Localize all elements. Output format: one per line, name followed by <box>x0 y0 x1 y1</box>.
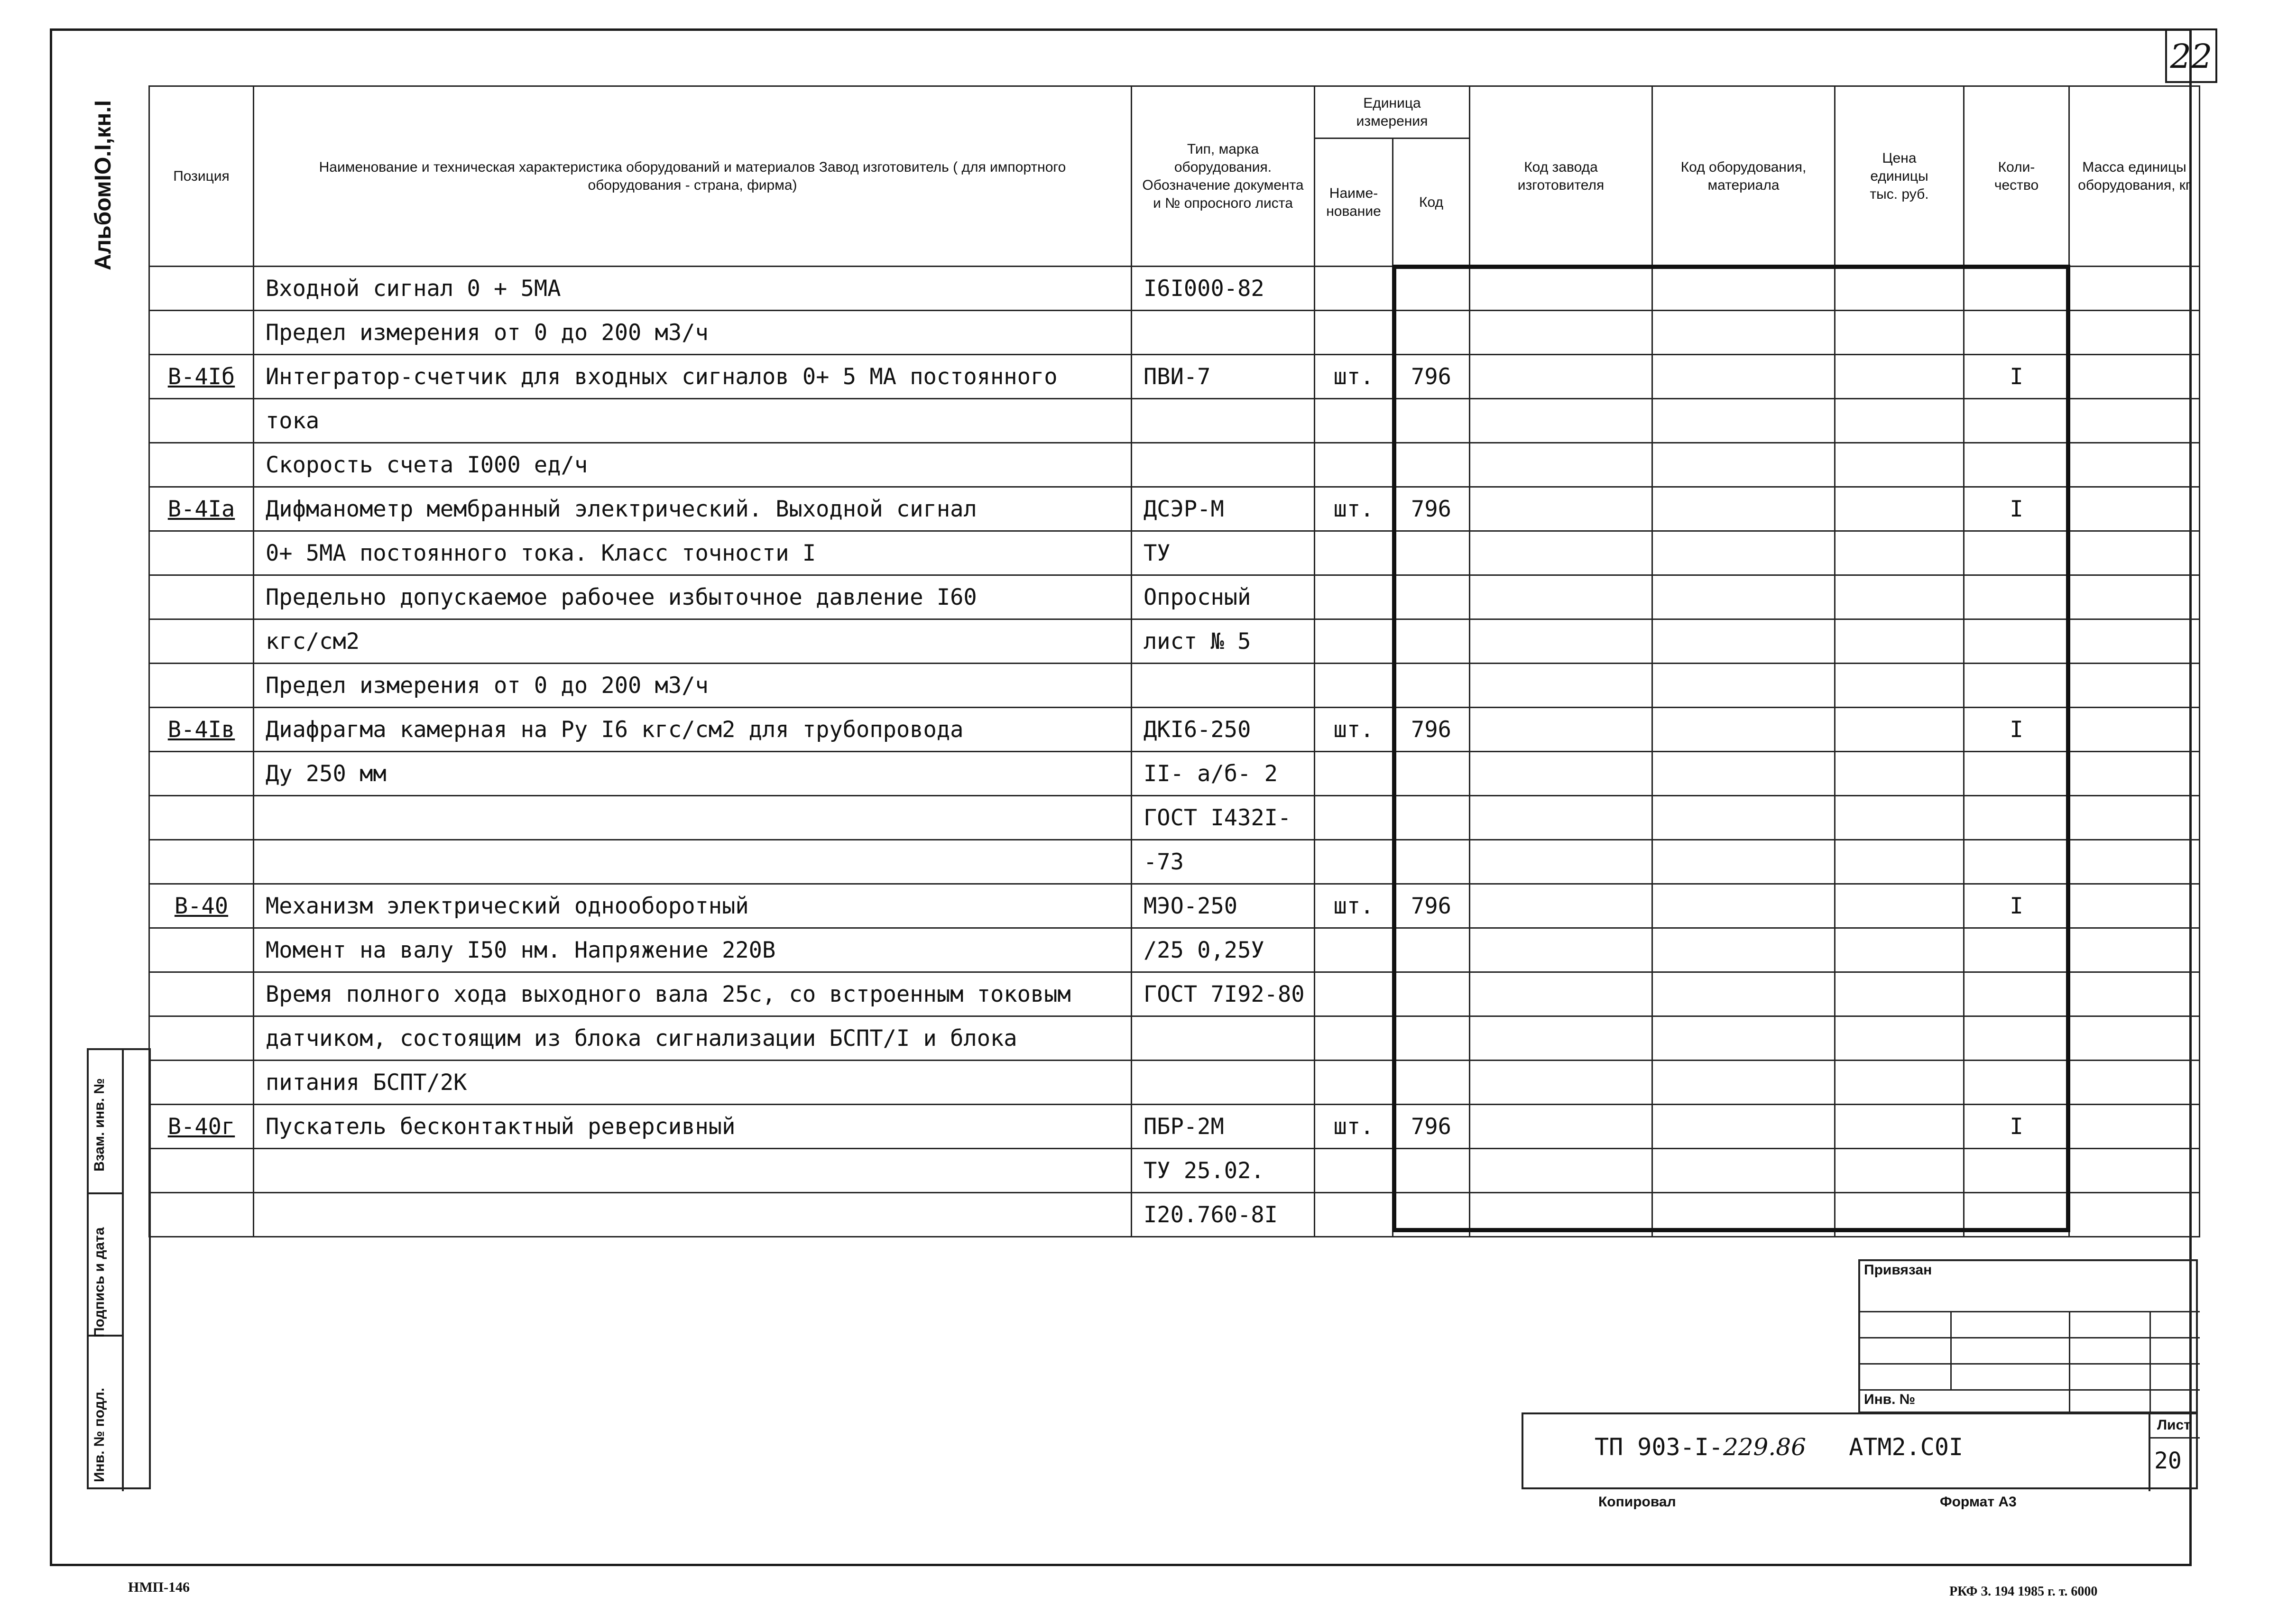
row-name: Пускатель бесконтактный реверсивный <box>254 1105 1132 1149</box>
row-name: Момент на валу I50 нм. Напряжение 220В <box>254 928 1132 972</box>
row-factory-code <box>1470 487 1652 531</box>
row-unit <box>1315 575 1393 619</box>
row-factory-code <box>1470 1105 1652 1149</box>
row-factory-code <box>1470 884 1652 928</box>
row-price <box>1835 884 1964 928</box>
row-factory-code <box>1470 972 1652 1016</box>
row-factory-code <box>1470 928 1652 972</box>
row-name: 0+ 5МА постоянного тока. Класс точности I <box>254 531 1132 575</box>
row-qty <box>1964 311 2069 355</box>
row-qty <box>1964 1016 2069 1061</box>
row-equipment-code <box>1652 1105 1835 1149</box>
row-position <box>149 575 254 619</box>
row-equipment-code <box>1652 796 1835 840</box>
row-equipment-code <box>1652 443 1835 487</box>
row-name: Дифманометр мембранный электрический. Выходной сигнал <box>254 487 1132 531</box>
row-mass <box>2069 1016 2200 1061</box>
row-equipment-code <box>1652 399 1835 443</box>
row-code: 796 <box>1393 708 1470 752</box>
row-type: лист № 5 <box>1132 619 1315 664</box>
kopiroval-label: Копировал <box>1598 1494 1676 1510</box>
table-row <box>149 840 2200 884</box>
row-position <box>149 840 254 884</box>
row-code <box>1393 1016 1470 1061</box>
row-factory-code <box>1470 1193 1652 1237</box>
row-price <box>1835 311 1964 355</box>
table-row <box>149 355 2200 399</box>
table-row <box>149 311 2200 355</box>
row-equipment-code <box>1652 664 1835 708</box>
row-qty <box>1964 1061 2069 1105</box>
row-code <box>1393 664 1470 708</box>
row-price <box>1835 1016 1964 1061</box>
row-mass <box>2069 1061 2200 1105</box>
row-factory-code <box>1470 443 1652 487</box>
row-position <box>149 796 254 840</box>
row-factory-code <box>1470 575 1652 619</box>
row-price <box>1835 1061 1964 1105</box>
row-code <box>1393 619 1470 664</box>
table-row <box>149 487 2200 531</box>
row-equipment-code <box>1652 1193 1835 1237</box>
row-name <box>254 1193 1132 1237</box>
table-row <box>149 267 2200 311</box>
row-factory-code <box>1470 840 1652 884</box>
row-price <box>1835 708 1964 752</box>
row-equipment-code <box>1652 928 1835 972</box>
row-position <box>149 1016 254 1061</box>
row-name: Предел измерения от 0 до 200 м3/ч <box>254 311 1132 355</box>
row-qty: I <box>1964 487 2069 531</box>
col-name: Наименование и техническая характеристика оборудований и материалов Завод изготовитель ( для импортного оборудования - страна, фирма) <box>254 86 1132 267</box>
row-unit: шт. <box>1315 884 1393 928</box>
col-unit-code: Код <box>1393 138 1470 267</box>
row-position <box>149 443 254 487</box>
row-price <box>1835 664 1964 708</box>
title-block <box>1522 1412 2198 1489</box>
row-mass <box>2069 1149 2200 1193</box>
row-type: II- а/б- 2 <box>1132 752 1315 796</box>
row-unit <box>1315 267 1393 311</box>
row-name: тока <box>254 399 1132 443</box>
row-type: I20.760-8I <box>1132 1193 1315 1237</box>
table-row <box>149 796 2200 840</box>
privyazan-block <box>1858 1259 2198 1413</box>
row-price <box>1835 752 1964 796</box>
row-name: Интегратор-счетчик для входных сигналов 0+ 5 МА постоянного <box>254 355 1132 399</box>
row-equipment-code <box>1652 884 1835 928</box>
row-name: Диафрагма камерная на Ру I6 кгс/см2 для трубопровода <box>254 708 1132 752</box>
album-label: АльбомIO.I,кн.I <box>91 100 116 270</box>
row-factory-code <box>1470 1061 1652 1105</box>
row-unit <box>1315 928 1393 972</box>
row-qty <box>1964 443 2069 487</box>
row-equipment-code <box>1652 267 1835 311</box>
row-factory-code <box>1470 619 1652 664</box>
row-position <box>149 664 254 708</box>
row-unit <box>1315 796 1393 840</box>
row-code <box>1393 575 1470 619</box>
row-mass <box>2069 311 2200 355</box>
row-price <box>1835 1105 1964 1149</box>
row-type: ГОСТ 7I92-80 <box>1132 972 1315 1016</box>
specification-table <box>148 85 2200 1237</box>
row-unit <box>1315 399 1393 443</box>
row-name <box>254 1149 1132 1193</box>
row-mass <box>2069 796 2200 840</box>
row-qty <box>1964 752 2069 796</box>
table-row <box>149 928 2200 972</box>
row-unit <box>1315 1061 1393 1105</box>
col-unit-name: Наиме-нование <box>1315 138 1393 267</box>
row-mass <box>2069 884 2200 928</box>
row-equipment-code <box>1652 487 1835 531</box>
table-row <box>149 399 2200 443</box>
row-code <box>1393 840 1470 884</box>
col-position: Позиция <box>149 86 254 267</box>
row-mass <box>2069 708 2200 752</box>
row-qty <box>1964 928 2069 972</box>
row-code <box>1393 796 1470 840</box>
row-equipment-code <box>1652 708 1835 752</box>
row-code: 796 <box>1393 1105 1470 1149</box>
row-qty <box>1964 840 2069 884</box>
row-position <box>149 311 254 355</box>
row-type <box>1132 1061 1315 1105</box>
row-equipment-code <box>1652 531 1835 575</box>
row-unit <box>1315 664 1393 708</box>
row-factory-code <box>1470 399 1652 443</box>
col-price: Цена единицы тыс. руб. <box>1835 86 1964 267</box>
row-name: питания БСПТ/2К <box>254 1061 1132 1105</box>
row-code: 796 <box>1393 884 1470 928</box>
row-factory-code <box>1470 1149 1652 1193</box>
col-mass: Масса единицы оборудования, кг <box>2069 86 2200 267</box>
row-factory-code <box>1470 1016 1652 1061</box>
row-position <box>149 619 254 664</box>
row-equipment-code <box>1652 972 1835 1016</box>
row-unit <box>1315 840 1393 884</box>
row-qty <box>1964 1193 2069 1237</box>
sheet-number: 20 <box>2154 1448 2182 1474</box>
table-row <box>149 708 2200 752</box>
row-mass <box>2069 267 2200 311</box>
row-equipment-code <box>1652 840 1835 884</box>
row-mass <box>2069 487 2200 531</box>
row-name: Время полного хода выходного вала 25с, со встроенным токовым <box>254 972 1132 1016</box>
row-name: Скорость счета I000 ед/ч <box>254 443 1132 487</box>
table-row <box>149 1016 2200 1061</box>
row-position: В-40 <box>149 884 254 928</box>
sheet-label: Лист <box>2157 1417 2191 1433</box>
row-position <box>149 267 254 311</box>
row-mass <box>2069 619 2200 664</box>
row-code <box>1393 1193 1470 1237</box>
row-factory-code <box>1470 796 1652 840</box>
row-code <box>1393 752 1470 796</box>
designation: ТП 903-I-229.86 АТМ2.С0I <box>1595 1433 1964 1461</box>
row-type: ГОСТ I432I- <box>1132 796 1315 840</box>
row-unit <box>1315 752 1393 796</box>
row-type: МЭО-250 <box>1132 884 1315 928</box>
row-position <box>149 1149 254 1193</box>
row-qty <box>1964 796 2069 840</box>
row-equipment-code <box>1652 1016 1835 1061</box>
row-price <box>1835 840 1964 884</box>
row-unit <box>1315 1016 1393 1061</box>
row-name: Предел измерения от 0 до 200 м3/ч <box>254 664 1132 708</box>
row-price <box>1835 355 1964 399</box>
table-row <box>149 884 2200 928</box>
row-qty <box>1964 972 2069 1016</box>
row-position: В-4Iв <box>149 708 254 752</box>
row-position <box>149 752 254 796</box>
row-name: Ду 250 мм <box>254 752 1132 796</box>
row-type: -73 <box>1132 840 1315 884</box>
row-factory-code <box>1470 708 1652 752</box>
row-position <box>149 1061 254 1105</box>
stamp-vzam: Взам. инв. № <box>92 1078 107 1172</box>
row-mass <box>2069 1193 2200 1237</box>
row-position <box>149 972 254 1016</box>
table-row <box>149 1193 2200 1237</box>
privyazan-label: Привязан <box>1864 1262 1932 1278</box>
row-factory-code <box>1470 531 1652 575</box>
row-price <box>1835 575 1964 619</box>
row-type: /25 0,25У <box>1132 928 1315 972</box>
table-row <box>149 443 2200 487</box>
row-price <box>1835 972 1964 1016</box>
row-qty: I <box>1964 708 2069 752</box>
row-equipment-code <box>1652 311 1835 355</box>
row-unit <box>1315 443 1393 487</box>
row-mass <box>2069 972 2200 1016</box>
row-position: В-4Iа <box>149 487 254 531</box>
row-code <box>1393 1149 1470 1193</box>
row-name: датчиком, состоящим из блока сигнализации БСПТ/I и блока <box>254 1016 1132 1061</box>
row-type: ДКI6-250 <box>1132 708 1315 752</box>
col-qty: Коли-чество <box>1964 86 2069 267</box>
col-factory-code: Код завода изготовителя <box>1470 86 1652 267</box>
col-equipment-code: Код оборудования, материала <box>1652 86 1835 267</box>
row-mass <box>2069 840 2200 884</box>
row-name: кгс/см2 <box>254 619 1132 664</box>
row-type <box>1132 1016 1315 1061</box>
row-qty <box>1964 267 2069 311</box>
row-price <box>1835 531 1964 575</box>
row-unit <box>1315 619 1393 664</box>
row-type <box>1132 443 1315 487</box>
row-unit <box>1315 311 1393 355</box>
row-code <box>1393 1061 1470 1105</box>
row-position <box>149 531 254 575</box>
row-price <box>1835 928 1964 972</box>
row-code <box>1393 443 1470 487</box>
row-equipment-code <box>1652 752 1835 796</box>
row-qty: I <box>1964 355 2069 399</box>
row-code <box>1393 531 1470 575</box>
stamp-inv: Инв. № подл. <box>92 1387 107 1482</box>
row-qty <box>1964 1149 2069 1193</box>
row-factory-code <box>1470 267 1652 311</box>
table-row <box>149 1105 2200 1149</box>
row-equipment-code <box>1652 355 1835 399</box>
row-mass <box>2069 1105 2200 1149</box>
row-mass <box>2069 443 2200 487</box>
row-mass <box>2069 531 2200 575</box>
row-type <box>1132 399 1315 443</box>
row-unit: шт. <box>1315 355 1393 399</box>
row-unit: шт. <box>1315 1105 1393 1149</box>
row-factory-code <box>1470 355 1652 399</box>
row-type <box>1132 311 1315 355</box>
format-label: Формат А3 <box>1940 1494 2017 1510</box>
row-qty <box>1964 575 2069 619</box>
row-price <box>1835 1149 1964 1193</box>
row-unit <box>1315 972 1393 1016</box>
row-name <box>254 796 1132 840</box>
row-mass <box>2069 928 2200 972</box>
col-unit-group: Единица измерения <box>1315 86 1470 138</box>
row-position: В-4Iб <box>149 355 254 399</box>
row-type: ТУ 25.02. <box>1132 1149 1315 1193</box>
row-price <box>1835 443 1964 487</box>
row-price <box>1835 1193 1964 1237</box>
row-factory-code <box>1470 311 1652 355</box>
row-equipment-code <box>1652 1061 1835 1105</box>
row-mass <box>2069 355 2200 399</box>
row-unit <box>1315 1193 1393 1237</box>
row-qty <box>1964 664 2069 708</box>
row-type <box>1132 664 1315 708</box>
row-position <box>149 399 254 443</box>
row-type: ПВИ-7 <box>1132 355 1315 399</box>
row-price <box>1835 796 1964 840</box>
footer-right: РКФ З. 194 1985 г. т. 6000 <box>1949 1584 2098 1599</box>
row-equipment-code <box>1652 575 1835 619</box>
row-qty <box>1964 619 2069 664</box>
row-qty: I <box>1964 884 2069 928</box>
row-mass <box>2069 399 2200 443</box>
row-unit: шт. <box>1315 487 1393 531</box>
row-name <box>254 840 1132 884</box>
row-qty <box>1964 399 2069 443</box>
row-code <box>1393 399 1470 443</box>
table-row <box>149 664 2200 708</box>
inv-no-label: Инв. № <box>1864 1392 1916 1407</box>
row-code: 796 <box>1393 355 1470 399</box>
row-unit <box>1315 531 1393 575</box>
row-name: Входной сигнал 0 + 5МА <box>254 267 1132 311</box>
row-type: ДСЭР-М <box>1132 487 1315 531</box>
row-code <box>1393 267 1470 311</box>
stamp-podpis: Подпись и дата <box>92 1227 107 1338</box>
table-row <box>149 1061 2200 1105</box>
row-mass <box>2069 752 2200 796</box>
row-mass <box>2069 664 2200 708</box>
row-price <box>1835 399 1964 443</box>
row-position: В-40г <box>149 1105 254 1149</box>
row-unit: шт. <box>1315 708 1393 752</box>
row-equipment-code <box>1652 1149 1835 1193</box>
row-name: Механизм электрический однооборотный <box>254 884 1132 928</box>
col-type: Тип, марка оборудования. Обозначение документа и № опросного листа <box>1132 86 1315 267</box>
table-row <box>149 575 2200 619</box>
row-position <box>149 1193 254 1237</box>
row-type: I6I000-82 <box>1132 267 1315 311</box>
row-price <box>1835 487 1964 531</box>
row-position <box>149 928 254 972</box>
table-row <box>149 1149 2200 1193</box>
row-code <box>1393 928 1470 972</box>
row-price <box>1835 619 1964 664</box>
row-factory-code <box>1470 752 1652 796</box>
row-type: ПБР-2М <box>1132 1105 1315 1149</box>
row-type: Опросный <box>1132 575 1315 619</box>
row-qty: I <box>1964 1105 2069 1149</box>
footer-left: НМП-146 <box>128 1579 190 1595</box>
row-unit <box>1315 1149 1393 1193</box>
row-type: ТУ <box>1132 531 1315 575</box>
row-qty <box>1964 531 2069 575</box>
table-row <box>149 619 2200 664</box>
table-row <box>149 531 2200 575</box>
page-number: 22 <box>2165 28 2217 83</box>
table-row <box>149 752 2200 796</box>
row-price <box>1835 267 1964 311</box>
row-equipment-code <box>1652 619 1835 664</box>
row-code: 796 <box>1393 487 1470 531</box>
row-factory-code <box>1470 664 1652 708</box>
table-row <box>149 972 2200 1016</box>
row-code <box>1393 972 1470 1016</box>
row-mass <box>2069 575 2200 619</box>
row-name: Предельно допускаемое рабочее избыточное давление I60 <box>254 575 1132 619</box>
row-code <box>1393 311 1470 355</box>
